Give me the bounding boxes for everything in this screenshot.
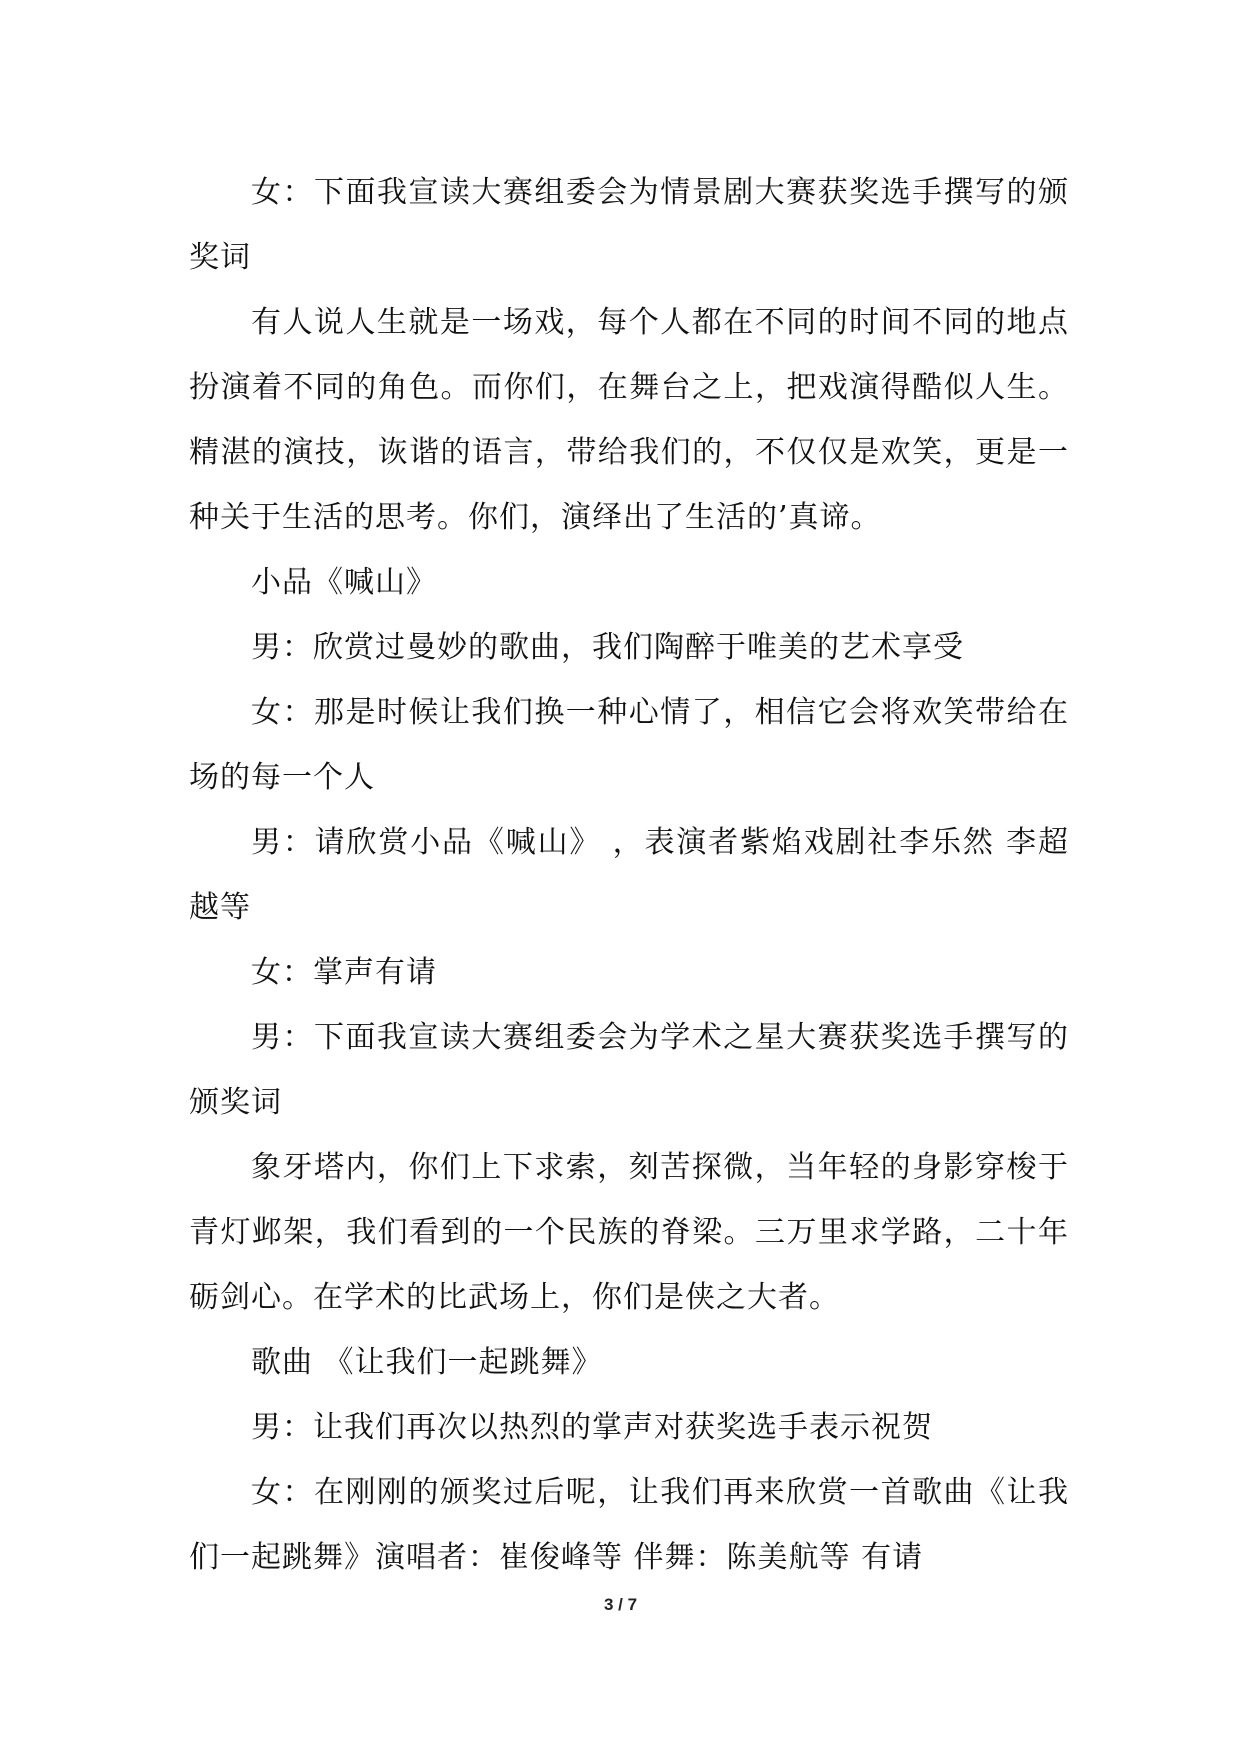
paragraph: 男：欣赏过曼妙的歌曲，我们陶醉于唯美的艺术享受: [251, 630, 964, 665]
paragraph: 有人说人生就是一场戏，每个人都在不同的时间不同的地点扮演着不同的角色。而你们，在舞台之上，把戏演得酷似人生。精湛的演技，诙谐的语言，带给我们的，不仅仅是欢笑，更是一种关于生活的思考。你们，演绎出了生活的’真谛。: [189, 305, 1069, 535]
paragraph: 男：让我们再次以热烈的掌声对获奖选手表示祝贺: [251, 1410, 933, 1445]
page-number: 3 / 7: [603, 1595, 638, 1614]
paragraph: 女：下面我宣读大赛组委会为情景剧大赛获奖选手撰写的颁奖词: [189, 175, 1069, 275]
paragraph: 歌曲 《让我们一起跳舞》: [251, 1345, 603, 1380]
paragraph: 小品《喊山》: [251, 565, 437, 600]
document-body: [189, 160, 1069, 1590]
paragraph: 象牙塔内，你们上下求索，刻苦探微，当年轻的身影穿梭于青灯邺架，我们看到的一个民族的脊梁。三万里求学路，二十年砺剑心。在学术的比武场上，你们是侠之大者。: [189, 1150, 1069, 1315]
paragraph: 男：请欣赏小品《喊山》 ，表演者紫焰戏剧社李乐然 李超越等: [189, 825, 1069, 925]
paragraph: 男：下面我宣读大赛组委会为学术之星大赛获奖选手撰写的颁奖词: [189, 1020, 1069, 1120]
paragraph: 女：那是时候让我们换一种心情了，相信它会将欢笑带给在场的每一个人: [189, 695, 1069, 795]
paragraph: 女：在刚刚的颁奖过后呢，让我们再来欣赏一首歌曲《让我们一起跳舞》演唱者：崔俊峰等 伴舞：陈美航等 有请: [189, 1475, 1069, 1575]
paragraph: 女：掌声有请: [251, 955, 437, 990]
